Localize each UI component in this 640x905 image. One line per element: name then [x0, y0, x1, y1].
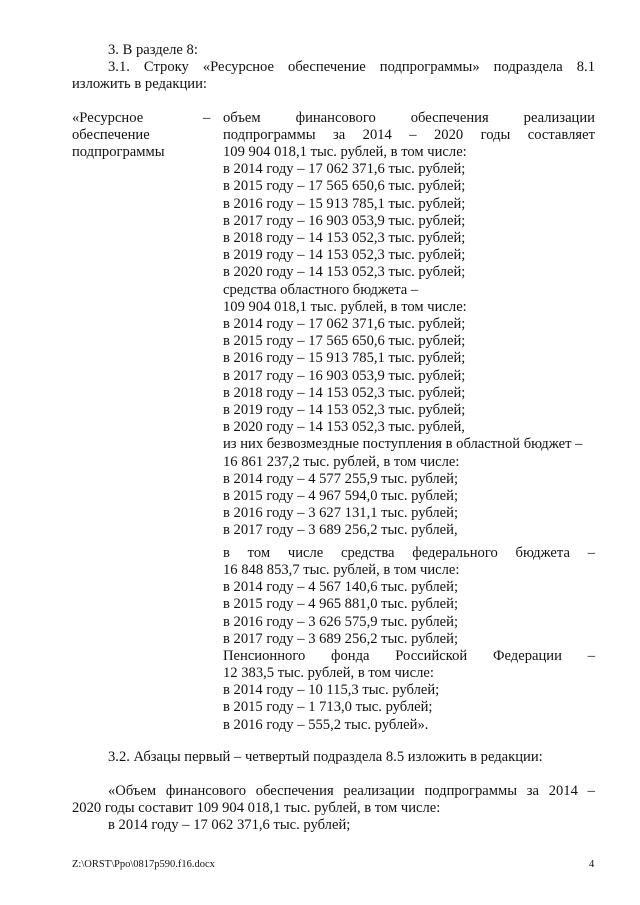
word: обеспечение: [288, 59, 366, 75]
table-line: в 2016 году – 15 913 785,1 тыс. рублей;: [223, 195, 466, 212]
word: 8.1: [576, 59, 595, 75]
table-line: в 2018 году – 14 153 052,3 тыс. рублей;: [223, 384, 466, 401]
word: реализации: [523, 110, 595, 126]
word: –: [409, 127, 417, 143]
table-line: 16 861 237,2 тыс. рублей, в том числе:: [223, 453, 460, 470]
table-line: средства областного бюджета –: [223, 281, 419, 298]
table-line: в 2016 году – 15 913 785,1 тыс. рублей;: [223, 350, 466, 367]
footer-page-number: 4: [589, 859, 595, 870]
word: финансового: [165, 783, 247, 799]
word: –: [587, 648, 595, 664]
word: финансового: [295, 110, 376, 126]
word: подпрограммы: [424, 783, 518, 799]
federal-budget-line: [223, 545, 595, 562]
word: составляет: [527, 127, 595, 143]
item-3-1-line-1: [108, 59, 595, 76]
word: –: [587, 783, 595, 799]
word: Пенсионного: [223, 648, 306, 664]
item-3-2: 3.2. Абзацы первый – четвертый подраздела 8.5 изложить в редакции:: [108, 749, 543, 765]
word: «Ресурсное: [202, 59, 275, 75]
table-line: в 2015 году – 4 965 881,0 тыс. рублей;: [223, 596, 459, 613]
table-line: в 2016 году – 3 626 575,9 тыс. рублей;: [223, 613, 459, 630]
word: подпрограммы: [223, 127, 316, 143]
table-line: в 2016 году – 555,2 тыс. рублей».: [223, 716, 429, 733]
table-line: 12 383,5 тыс. рублей, в том числе:: [223, 665, 434, 681]
table-line: в 2017 году – 16 903 053,9 тыс. рублей;: [223, 367, 466, 384]
word: 2014: [362, 127, 392, 143]
table-line: в 2015 году – 17 565 650,6 тыс. рублей;: [223, 178, 466, 195]
word: «Объем: [108, 783, 157, 799]
word: числе: [287, 545, 324, 561]
table-right-line-2: [223, 127, 595, 144]
item-3-1-line-2: изложить в редакции:: [72, 76, 207, 92]
left-cell-line-2: обеспечение: [72, 127, 150, 143]
table-line: в 2014 году – 4 567 140,6 тыс. рублей;: [223, 579, 459, 596]
left-cell-line-3: подпрограммы: [72, 144, 165, 160]
word: обеспечения: [410, 110, 489, 126]
table-line: в 2015 году – 17 565 650,6 тыс. рублей;: [223, 333, 466, 350]
word: за: [526, 783, 539, 799]
word: объем: [223, 110, 261, 126]
word: Федерации: [492, 648, 562, 664]
table-line: в 2019 году – 14 153 052,3 тыс. рублей;: [223, 402, 466, 418]
word: том: [247, 545, 271, 561]
quote-line-1: [108, 783, 595, 800]
word: средства: [341, 545, 395, 561]
word: 2014: [548, 783, 578, 799]
word: 2020: [433, 127, 464, 143]
table-line: в 2017 году – 16 903 053,9 тыс. рублей;: [223, 212, 466, 229]
word: реализации: [343, 783, 415, 799]
table-line: 16 848 853,7 тыс. рублей, в том числе:: [223, 562, 460, 578]
table-line: 109 904 018,1 тыс. рублей, в том числе:: [223, 298, 467, 315]
word: обеспечения: [255, 783, 334, 799]
quote-line-2: 2020 годы составит 109 904 018,1 тыс. рублей, в том числе:: [72, 800, 441, 816]
table-line: в 2018 году – 14 153 052,3 тыс. рублей;: [223, 230, 466, 246]
left-cell-line-1: «Ресурсное: [72, 110, 144, 126]
table-line: в 2019 году – 14 153 052,3 тыс. рублей;: [223, 247, 466, 264]
table-line: в 2014 году – 10 115,3 тыс. рублей;: [223, 682, 440, 699]
footer-file-path: Z:\ORST\Ppo\0817p590.f16.docx: [72, 859, 215, 870]
table-line: в 2014 году – 17 062 371,6 тыс. рублей;: [223, 161, 466, 178]
table-line: в 2020 году – 14 153 052,3 тыс. рублей;: [223, 264, 466, 281]
table-dash: –: [203, 110, 211, 126]
table-line: в 2016 году – 3 627 131,1 тыс. рублей;: [223, 505, 459, 522]
word: бюджета: [515, 545, 570, 561]
word: подраздела: [493, 59, 563, 75]
table-line: из них безвозмездные поступления в областной бюджет –: [223, 436, 583, 453]
table-right-line-1: [223, 110, 595, 127]
word: за: [332, 127, 346, 143]
word: фонда: [331, 648, 370, 664]
section-heading: 3. В разделе 8:: [108, 42, 198, 58]
word: в: [223, 545, 230, 561]
word: 3.1.: [108, 59, 130, 75]
word: годы: [480, 127, 511, 143]
table-line: в 2015 году – 1 713,0 тыс. рублей;: [223, 699, 433, 716]
word: федерального: [412, 545, 498, 561]
word: Российской: [395, 648, 468, 664]
table-line: 109 904 018,1 тыс. рублей, в том числе:: [223, 144, 467, 160]
table-line: в 2020 году – 14 153 052,3 тыс. рублей,: [223, 419, 465, 436]
word: подпрограммы»: [379, 59, 480, 75]
word: –: [587, 545, 595, 561]
table-line: в 2017 году – 3 689 256,2 тыс. рублей;: [223, 630, 459, 647]
table-line: в 2014 году – 17 062 371,6 тыс. рублей;: [223, 316, 466, 332]
word: Строку: [143, 59, 189, 75]
table-line: в 2014 году – 4 577 255,9 тыс. рублей;: [223, 470, 459, 487]
table-line: в 2015 году – 4 967 594,0 тыс. рублей;: [223, 488, 459, 504]
quote-line-3: в 2014 году – 17 062 371,6 тыс. рублей;: [108, 817, 351, 833]
pension-fund-line: [223, 648, 595, 665]
table-line: в 2017 году – 3 689 256,2 тыс. рублей,: [223, 522, 458, 539]
